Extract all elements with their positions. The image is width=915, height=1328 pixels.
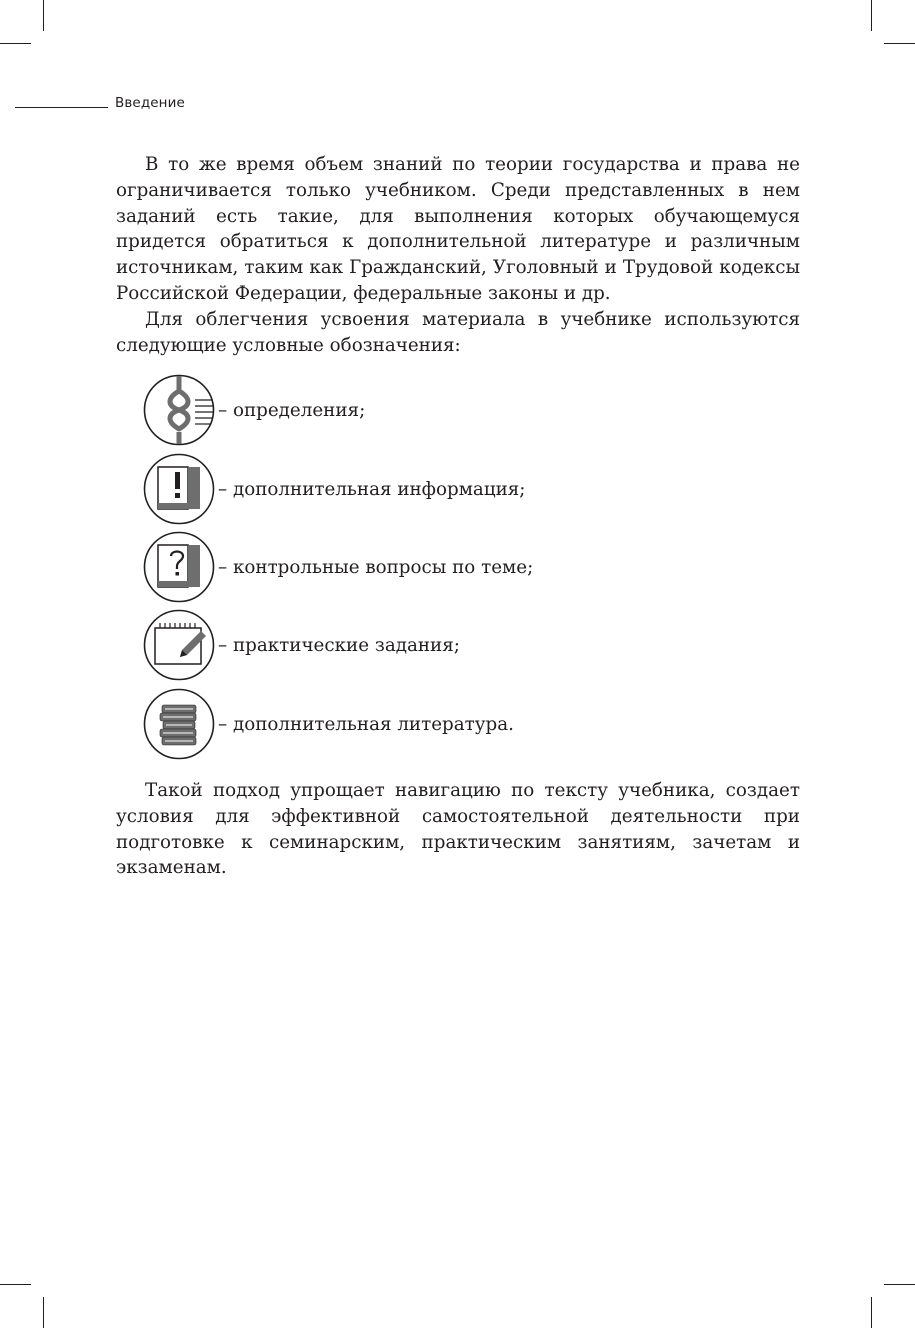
notepad-pencil-icon (143, 609, 215, 681)
paragraph: Такой подход упрощает навигацию по тексту учебника, создает условия для эффективной самостоятельной деятельности при подготовке к семинарским, практическим занятиям, зачетам и экзаменам. (116, 780, 800, 879)
legend-item-additional-literature (143, 688, 514, 760)
question-note-icon (143, 531, 215, 603)
paragraph: В то же время объем знаний по теории государства и права не ограничивается только учебником. Среди представленных в нем заданий есть такие, для выполнения которых обучающемуся придется обратиться к дополнительной литературе и различным источникам, таким как Гражданский, Уголовный и Трудовой кодексы Российской Федерации, федеральные законы и др. (116, 154, 800, 304)
crop-mark (43, 1297, 44, 1328)
knot-definition-icon (143, 374, 215, 446)
running-head-label: Введение (115, 95, 185, 111)
legend-item-definitions (143, 374, 365, 446)
outro-text (116, 778, 800, 881)
running-head-rule (15, 107, 108, 108)
running-head (15, 93, 185, 113)
legend-item-additional-info (143, 453, 525, 525)
legend-caption: – дополнительная литература. (218, 713, 514, 735)
books-stack-icon (143, 688, 215, 760)
legend-caption: – дополнительная информация; (218, 478, 526, 500)
legend-caption: – контрольные вопросы по теме; (218, 556, 534, 578)
exclamation-note-icon (143, 453, 215, 525)
paragraph: Для облегчения усвоения материала в учебнике используются следующие условные обозначения: (116, 308, 800, 356)
legend-caption: – определения; (218, 399, 366, 421)
crop-mark (0, 43, 31, 44)
crop-mark (871, 1297, 872, 1328)
legend-item-control-questions (143, 531, 533, 603)
legend-item-practical-tasks (143, 609, 460, 681)
legend-caption: – практические задания; (218, 634, 460, 656)
crop-mark (0, 1284, 31, 1285)
crop-mark (871, 0, 872, 31)
crop-mark (43, 0, 44, 31)
crop-mark (884, 43, 915, 44)
crop-mark (884, 1284, 915, 1285)
intro-text (116, 152, 800, 358)
